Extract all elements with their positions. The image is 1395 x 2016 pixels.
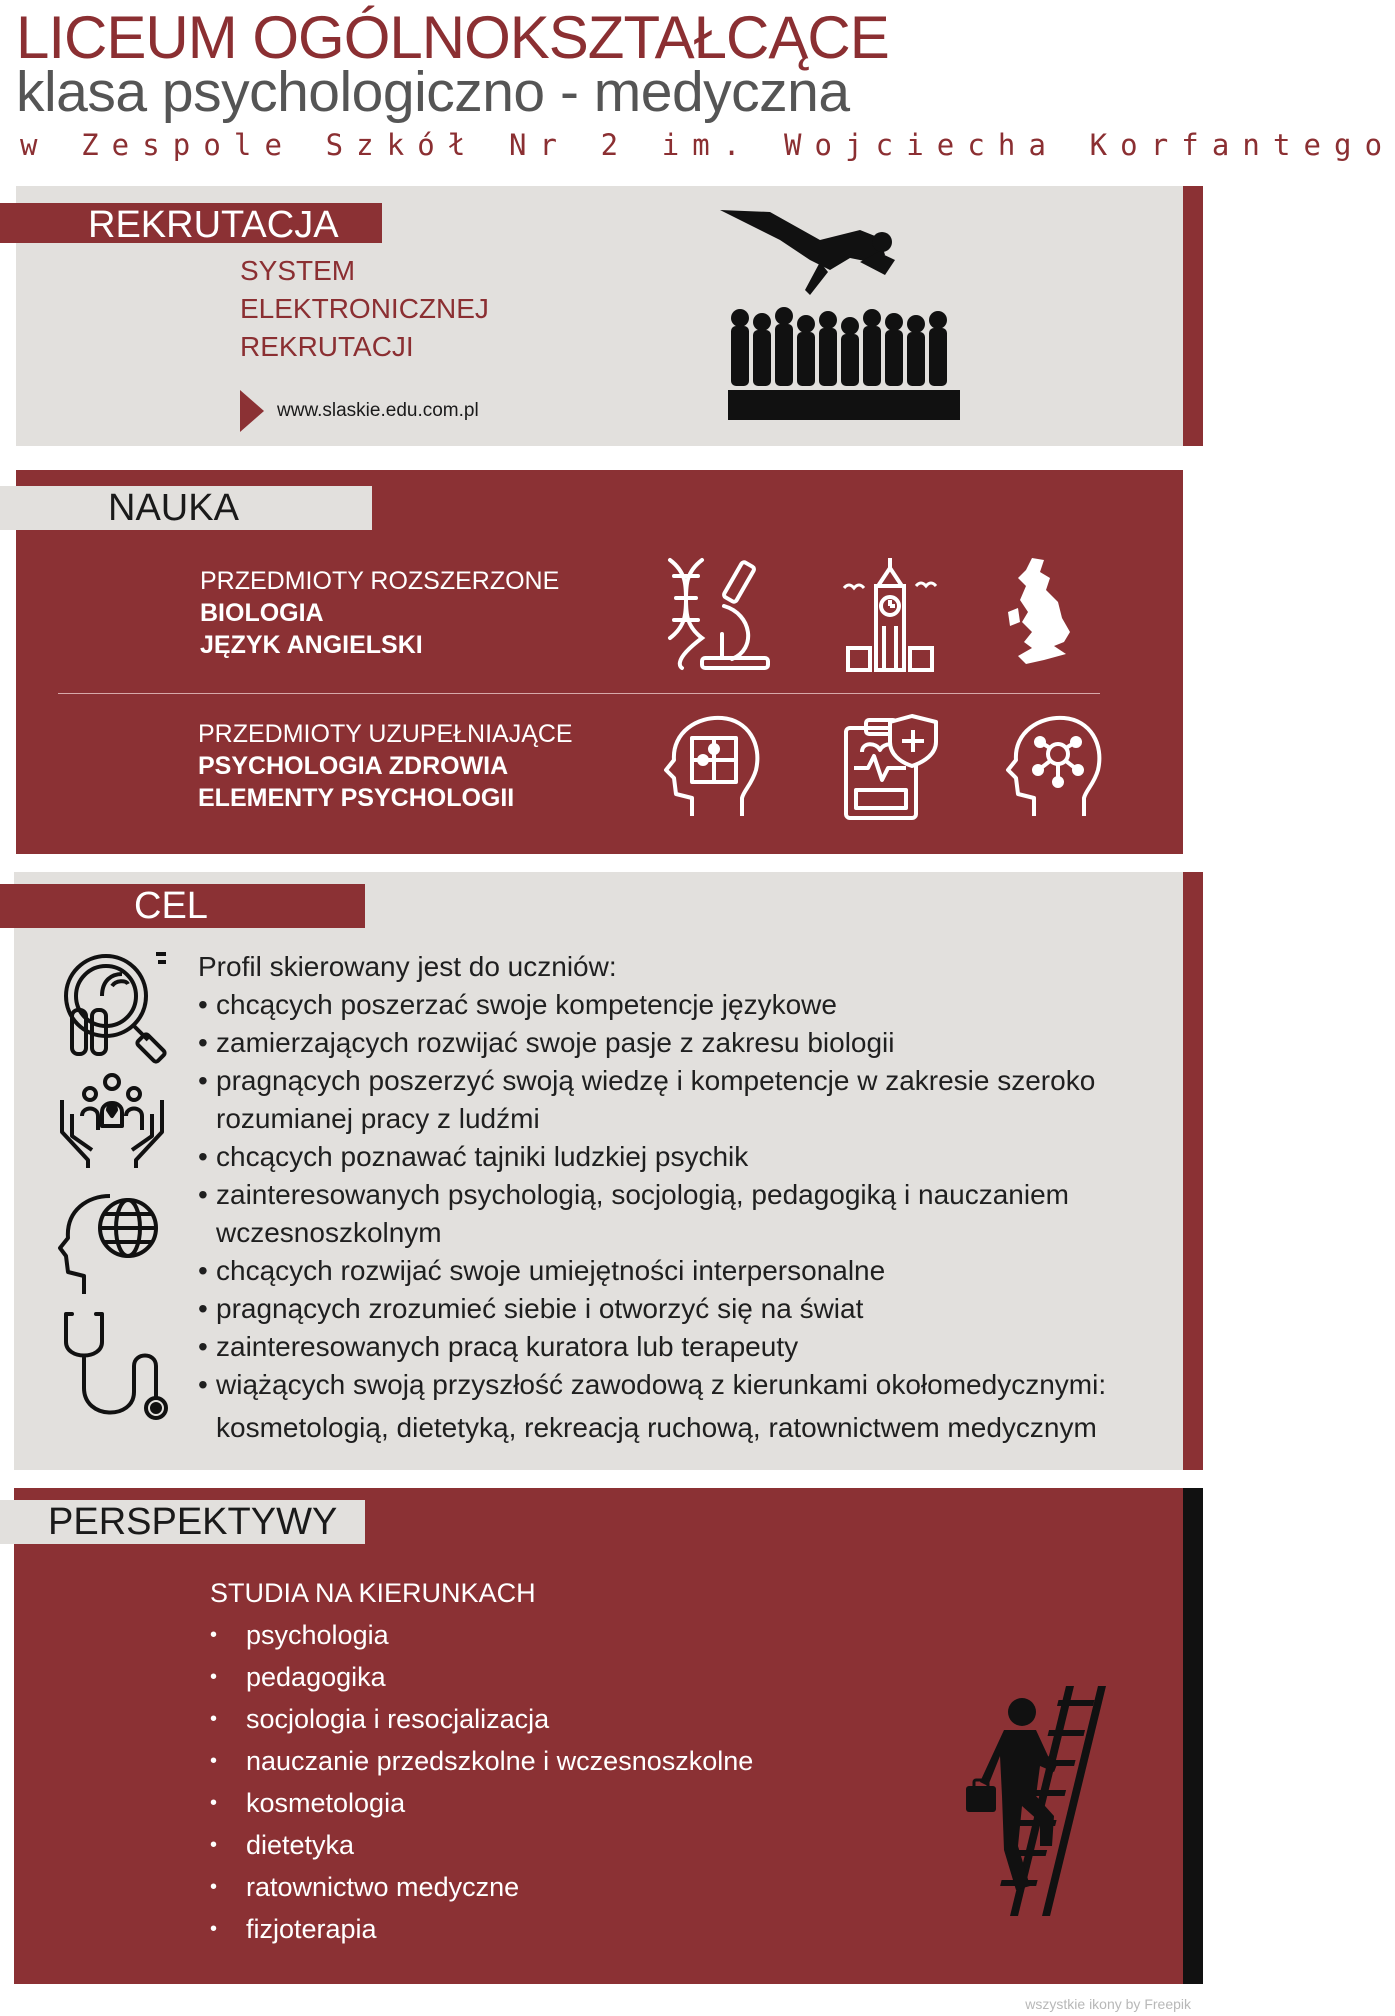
list-item: • chcących rozwijać swoje umiejętności interpersonalne (198, 1252, 1138, 1290)
cel-intro: Profil skierowany jest do uczniów: (198, 951, 617, 982)
head-globe-icon (58, 1190, 158, 1300)
list-item: • nauczanie przedszkolne i wczesnoszkolne (210, 1740, 753, 1782)
nauka-heading: NAUKA (0, 486, 372, 530)
extended-subjects (200, 565, 559, 661)
supplementary-title: PRZEDMIOTY UZUPEŁNIAJĄCE (198, 720, 573, 748)
list-item: • zainteresowanych pracą kuratora lub terapeuty (198, 1328, 1138, 1366)
supplementary-subject-2: ELEMENTY PSYCHOLOGII (198, 784, 515, 812)
cel-list-wrap (198, 948, 1138, 1447)
cel-list (198, 986, 1138, 1447)
cel-edge (1183, 872, 1203, 1470)
list-item: • chcących poszerzać swoje kompetencje językowe (198, 986, 1138, 1024)
supplementary-subject-1: PSYCHOLOGIA ZDROWIA (198, 752, 509, 780)
list-item: • fizjoterapia (210, 1908, 753, 1950)
list-item: • pragnących zrozumieć siebie i otworzyć się na świat (198, 1290, 1138, 1328)
nauka-edge (1183, 470, 1203, 854)
clipboard-health-icon (840, 712, 940, 822)
lab-search-icon (56, 950, 171, 1065)
rekrutacja-line-2: ELEKTRONICZNEJ (240, 293, 489, 324)
perspektywy-heading: PERSPEKTYWY (0, 1500, 365, 1544)
list-item: • pedagogika (210, 1656, 753, 1698)
ladder-climber-icon (966, 1686, 1112, 1916)
rekrutacja-link[interactable]: www.slaskie.edu.com.pl (277, 400, 479, 421)
supplementary-subjects (198, 718, 573, 814)
perspektywy-list (210, 1614, 753, 1950)
extended-title: PRZEDMIOTY ROZSZERZONE (200, 567, 560, 595)
uk-map-icon (1004, 556, 1074, 666)
head-network-icon (1004, 712, 1104, 822)
stethoscope-icon (62, 1308, 168, 1428)
big-ben-icon (840, 556, 940, 674)
dna-microscope-icon (662, 554, 772, 674)
list-item: • kosmetologia (210, 1782, 753, 1824)
list-item: • zainteresowanych psychologią, socjologią, pedagogiką i nauczaniem wczesnoszkolnym (198, 1176, 1138, 1252)
head-puzzle-icon (662, 712, 762, 822)
rekrutacja-line-1: SYSTEM (240, 255, 356, 286)
rekrutacja-edge (1183, 186, 1203, 446)
list-item: • zamierzających rozwijać swoje pasje z zakresu biologii (198, 1024, 1138, 1062)
icon-credit: wszystkie ikony by Freepik (1025, 1996, 1191, 2012)
extended-subject-2: JĘZYK ANGIELSKI (200, 631, 423, 659)
list-item: • wiążących swoją przyszłość zawodową z kierunkami okołomedycznymi: kosmetologią, dietetyką, rekreacją ruchową, ratownictwem medycznym (198, 1366, 1138, 1447)
extended-subject-1: BIOLOGIA (200, 599, 324, 627)
hands-people-icon (58, 1070, 166, 1170)
recruitment-crowd-icon (710, 200, 970, 430)
page-subtitle: klasa psychologiczno - medyczna (16, 60, 850, 124)
school-name: w Zespole Szkół Nr 2 im. Wojciecha Korfantego (20, 128, 1395, 162)
rekrutacja-text (240, 252, 489, 366)
list-item: • socjologia i resocjalizacja (210, 1698, 753, 1740)
arrow-icon (240, 390, 264, 432)
rekrutacja-line-3: REKRUTACJI (240, 331, 414, 362)
list-item: • psychologia (210, 1614, 753, 1656)
list-item: • pragnących poszerzyć swoją wiedzę i kompetencje w zakresie szeroko rozumianej pracy z ludźmi (198, 1062, 1138, 1138)
list-item: • ratownictwo medyczne (210, 1866, 753, 1908)
list-item: • chcących poznawać tajniki ludzkiej psychik (198, 1138, 1138, 1176)
perspektywy-subtitle: STUDIA NA KIERUNKACH (210, 1578, 536, 1608)
page-title: LICEUM OGÓLNOKSZTAŁCĄCE (16, 4, 889, 71)
cel-heading: CEL (0, 884, 365, 928)
list-item: • dietetyka (210, 1824, 753, 1866)
nauka-divider (58, 693, 1100, 694)
rekrutacja-heading: REKRUTACJA (0, 203, 382, 243)
perspektywy-edge (1183, 1488, 1203, 1984)
